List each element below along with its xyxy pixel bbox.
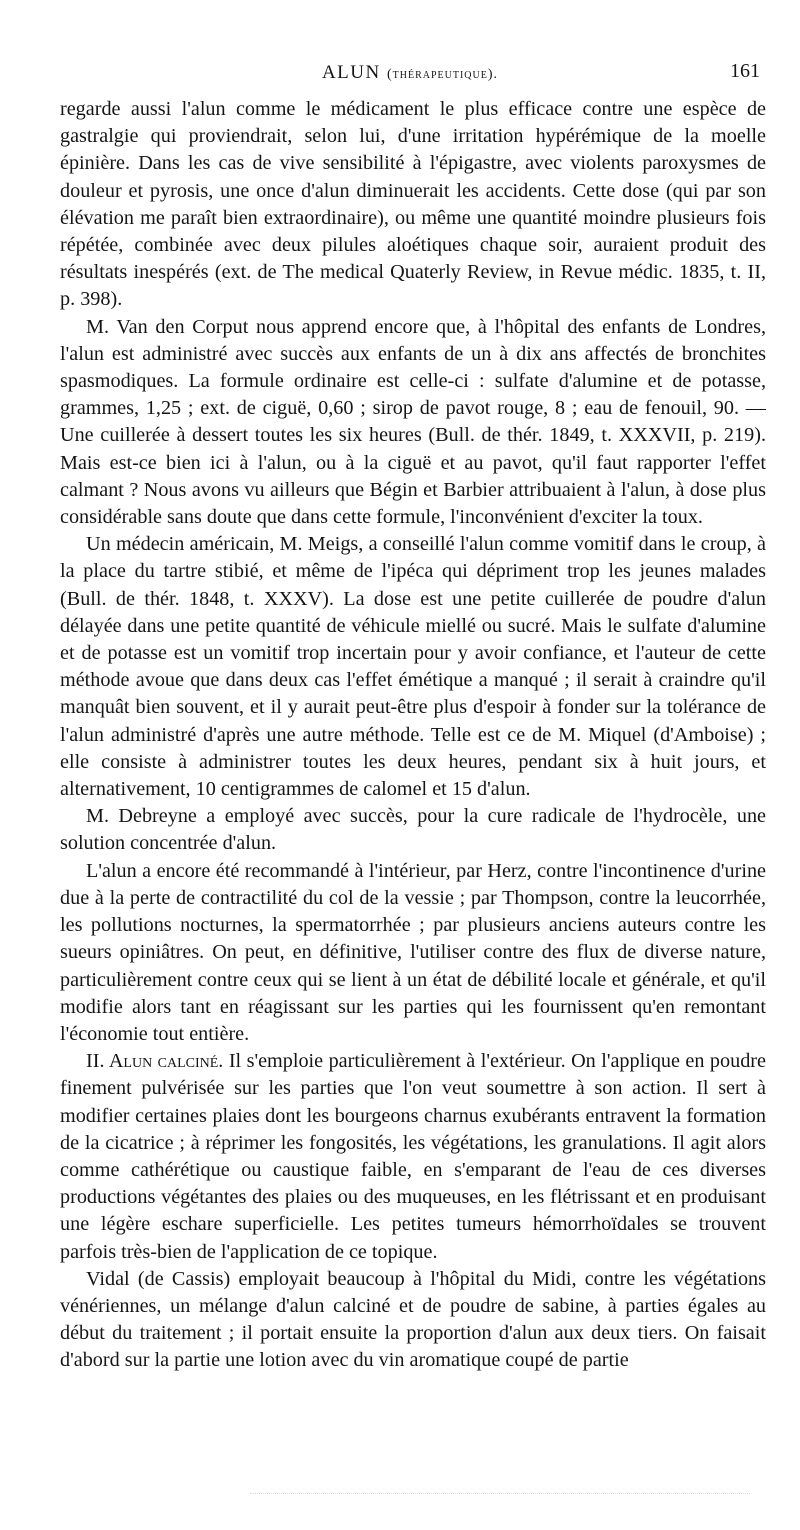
paragraph-1: regarde aussi l'alun comme le médicament le plus efficace contre une espèce de gastralgie qui proviendrait, selon lui, d'une irritation hypérémique de la moelle épinière. Dans les cas de vive sensibilité à l'épigastre, avec violents paroxysmes de douleur et pyrosis, une once d'alun diminuerait les accidents. Cette dose (qui par son élévation me paraît bien extraordinaire), ou même une quantité moindre plusieurs fois répétée, combinée avec deux pilules aloétiques chaque soir, auraient produit des résultats inespérés (ext. de The medical Quaterly Review, in Revue médic. 1835, t. II, p. 398). <box>60 98 766 311</box>
running-title-subtitle: (thérapeutique). <box>386 67 499 82</box>
running-title <box>60 62 760 84</box>
paragraph-2: M. Van den Corput nous apprend encore que, à l'hôpital des enfants de Londres, l'alun est administré avec succès aux enfants de un à dix ans affectés de bronchites spasmodiques. La formule ordinaire est celle-ci : sulfate d'alumine et de potasse, grammes, 1,25 ; ext. de ciguë, 0,60 ; sirop de pavot rouge, 8 ; eau de fenouil, 90. — Une cuillerée à dessert toutes les six heures (Bull. de thér. 1849, t. XXXVII, p. 219). Mais est-ce bien ici à l'alun, ou à la ciguë et au pavot, qu'il faut rapporter l'effet calmant ? Nous avons vu ailleurs que Bégin et Barbier attribuaient à l'alun, à dose plus considérable sans doute que dans cette formule, l'inconvénient d'exciter la toux. <box>60 315 766 529</box>
paragraph-3: Un médecin américain, M. Meigs, a conseillé l'alun comme vomitif dans le croup, à la place du tartre stibié, et même de l'ipéca qui dépriment trop les jeunes malades (Bull. de thér. 1848, t. XXXV). La dose est une petite cuillerée de poudre d'alun délayée dans une petite quantité de véhicule miellé ou sucré. Mais le sulfate d'alumine et de potasse est un vomitif trop incertain pour y avoir confiance, et l'auteur de cette méthode avoue que dans deux cas l'effet émétique a manqué ; il serait à craindre qu'il manquât bien souvent, et il y aurait peut-être plus d'espoir à fonder sur la tolérance de l'alun administré d'après une autre méthode. Telle est ce de M. Miquel (d'Amboise) ; elle consiste à administrer toutes les deux heures, pendant six à huit jours, et alternativement, 10 centigrammes de calomel et 15 d'alun. <box>60 533 766 801</box>
paragraph-7: Vidal (de Cassis) employait beaucoup à l'hôpital du Midi, contre les végétations vénériennes, un mélange d'alun calciné et de poudre de sabine, à parties égales au début du traitement ; il portait ensuite la proportion d'alun aux deux tiers. On faisait d'abord sur la partie une lotion avec du vin aromatique coupé de partie <box>60 1267 766 1372</box>
body-text <box>60 96 766 1375</box>
paragraph-5: L'alun a encore été recommandé à l'intérieur, par Herz, contre l'incontinence d'urine due à la perte de contractilité du col de la vessie ; par Thompson, contre la leucorrhée, les pollutions nocturnes, la spermatorrhée ; par plusieurs anciens auteurs contre les sueurs opiniâtres. On peut, en définitive, l'utiliser contre des flux de diverse nature, particulièrement contre ceux qui se lient à un état de débilité locale et générale, et qu'il modifie alors tant en réagissant sur les parties qui les fournissent qu'en remontant l'économie tout entière. <box>60 859 766 1045</box>
page-number: 161 <box>730 60 760 82</box>
page-header <box>60 60 760 90</box>
paragraph-6 <box>60 1048 766 1266</box>
paragraph-6-text: Il s'emploie particulièrement à l'extérieur. On l'applique en poudre finement pulvérisée sur les parties que l'on veut soumettre à son action. Il sert à modifier certaines plaies dont les bourgeons charnus exubérants entravent la formation de la cicatrice ; à réprimer les fongosités, les végétations, les granulations. Il agit alors comme cathérétique ou caustique faible, en s'emparant de l'eau de ces diverses productions végétantes des plaies ou des muqueuses, en les flétrissant et en produisant une légère eschare superficielle. Les petites tumeurs hémorrhoïdales se trouvent parfois très-bien de l'application de ce topique. <box>60 1050 766 1263</box>
section-heading-alun-calcine: II. Alun calciné. <box>86 1050 224 1073</box>
running-title-main: ALUN <box>321 62 381 83</box>
paragraph-4: M. Debreyne a employé avec succès, pour la cure radicale de l'hydrocèle, une solution concentrée d'alun. <box>60 805 766 855</box>
bottom-bleed-through-marks <box>250 1493 750 1500</box>
